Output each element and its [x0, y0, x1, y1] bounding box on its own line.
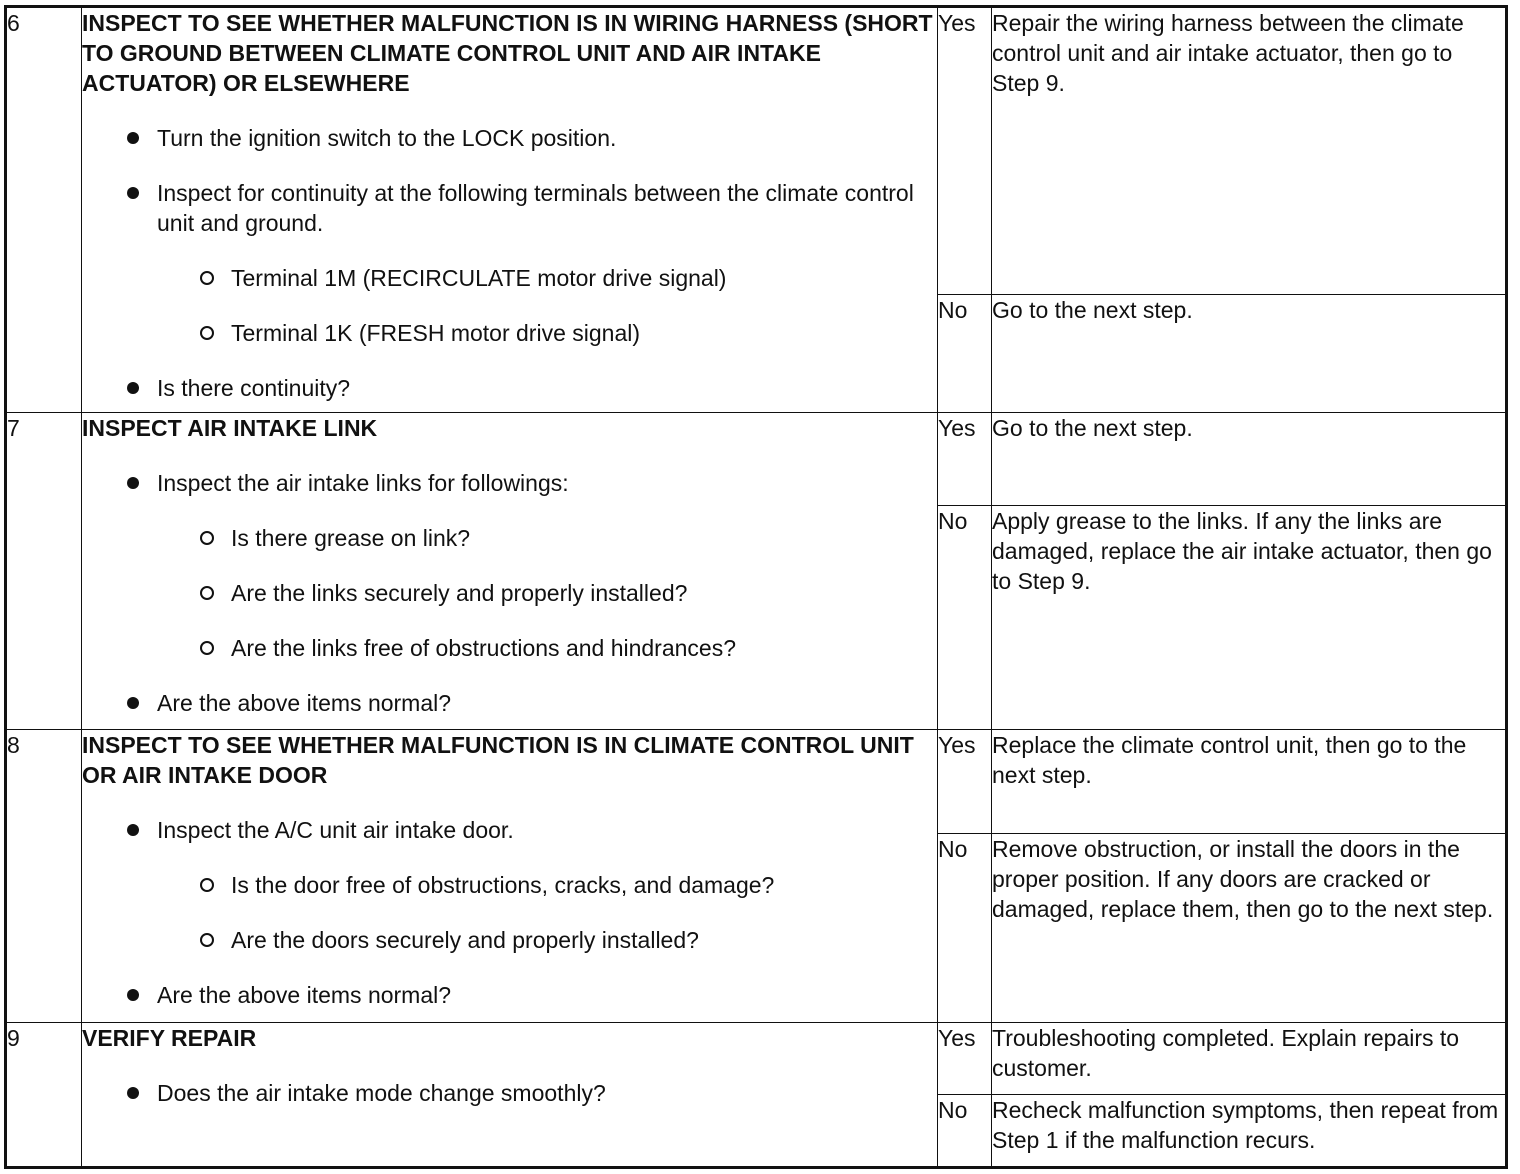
step-number: 6	[6, 7, 82, 413]
no-action: Go to the next step.	[992, 295, 1507, 413]
step-inspection	[82, 413, 938, 730]
troubleshooting-table	[4, 5, 1508, 1169]
sub-bullet-item: Is the door free of obstructions, cracks, and damage?	[82, 870, 937, 900]
step-inspection	[82, 730, 938, 1023]
sub-bullet-item: Is there grease on link?	[82, 523, 937, 553]
bullet-item: Inspect for continuity at the following terminals between the climate control unit and ground.	[82, 178, 937, 238]
yes-action: Repair the wiring harness between the climate control unit and air intake actuator, then go to Step 9.	[992, 7, 1507, 295]
step-inspection	[82, 1023, 938, 1168]
no-action: Remove obstruction, or install the doors in the proper position. If any doors are cracked or damaged, replace them, then go to the next step.	[992, 834, 1507, 1023]
step-number: 8	[6, 730, 82, 1023]
step-inspection	[82, 7, 938, 413]
bullet-item: Inspect the A/C unit air intake door.	[82, 815, 937, 845]
sub-bullet-item: Terminal 1K (FRESH motor drive signal)	[82, 318, 937, 348]
bullet-item: Turn the ignition switch to the LOCK position.	[82, 123, 937, 153]
no-label: No	[938, 1095, 992, 1168]
step-6-row	[6, 7, 1507, 295]
no-action: Apply grease to the links. If any the links are damaged, replace the air intake actuator, then go to Step 9.	[992, 506, 1507, 730]
step-title: INSPECT AIR INTAKE LINK	[82, 415, 378, 441]
step-title: INSPECT TO SEE WHETHER MALFUNCTION IS IN CLIMATE CONTROL UNIT OR AIR INTAKE DOOR	[82, 732, 914, 788]
step-number: 9	[6, 1023, 82, 1168]
bullet-item: Are the above items normal?	[82, 980, 937, 1010]
yes-label: Yes	[938, 1023, 992, 1095]
sub-bullet-item: Are the links free of obstructions and hindrances?	[82, 633, 937, 663]
yes-label: Yes	[938, 7, 992, 295]
step-title: VERIFY REPAIR	[82, 1025, 257, 1051]
yes-label: Yes	[938, 413, 992, 506]
step-8-row	[6, 730, 1507, 834]
yes-action: Replace the climate control unit, then go to the next step.	[992, 730, 1507, 834]
step-9-row	[6, 1023, 1507, 1095]
yes-action: Troubleshooting completed. Explain repairs to customer.	[992, 1023, 1507, 1095]
sub-bullet-item: Terminal 1M (RECIRCULATE motor drive signal)	[82, 263, 937, 293]
bullet-item: Is there continuity?	[82, 373, 937, 403]
bullet-item: Are the above items normal?	[82, 688, 937, 718]
yes-label: Yes	[938, 730, 992, 834]
sub-bullet-item: Are the links securely and properly installed?	[82, 578, 937, 608]
step-7-row	[6, 413, 1507, 506]
step-title: INSPECT TO SEE WHETHER MALFUNCTION IS IN WIRING HARNESS (SHORT TO GROUND BETWEEN CLIMATE CONTROL UNIT AND AIR INTAKE ACTUATOR) OR ELSEWHERE	[82, 10, 933, 96]
step-number: 7	[6, 413, 82, 730]
no-label: No	[938, 295, 992, 413]
no-action: Recheck malfunction symptoms, then repeat from Step 1 if the malfunction recurs.	[992, 1095, 1507, 1168]
bullet-item: Does the air intake mode change smoothly?	[82, 1078, 937, 1108]
no-label: No	[938, 834, 992, 1023]
no-label: No	[938, 506, 992, 730]
sub-bullet-item: Are the doors securely and properly installed?	[82, 925, 937, 955]
bullet-item: Inspect the air intake links for followings:	[82, 468, 937, 498]
yes-action: Go to the next step.	[992, 413, 1507, 506]
